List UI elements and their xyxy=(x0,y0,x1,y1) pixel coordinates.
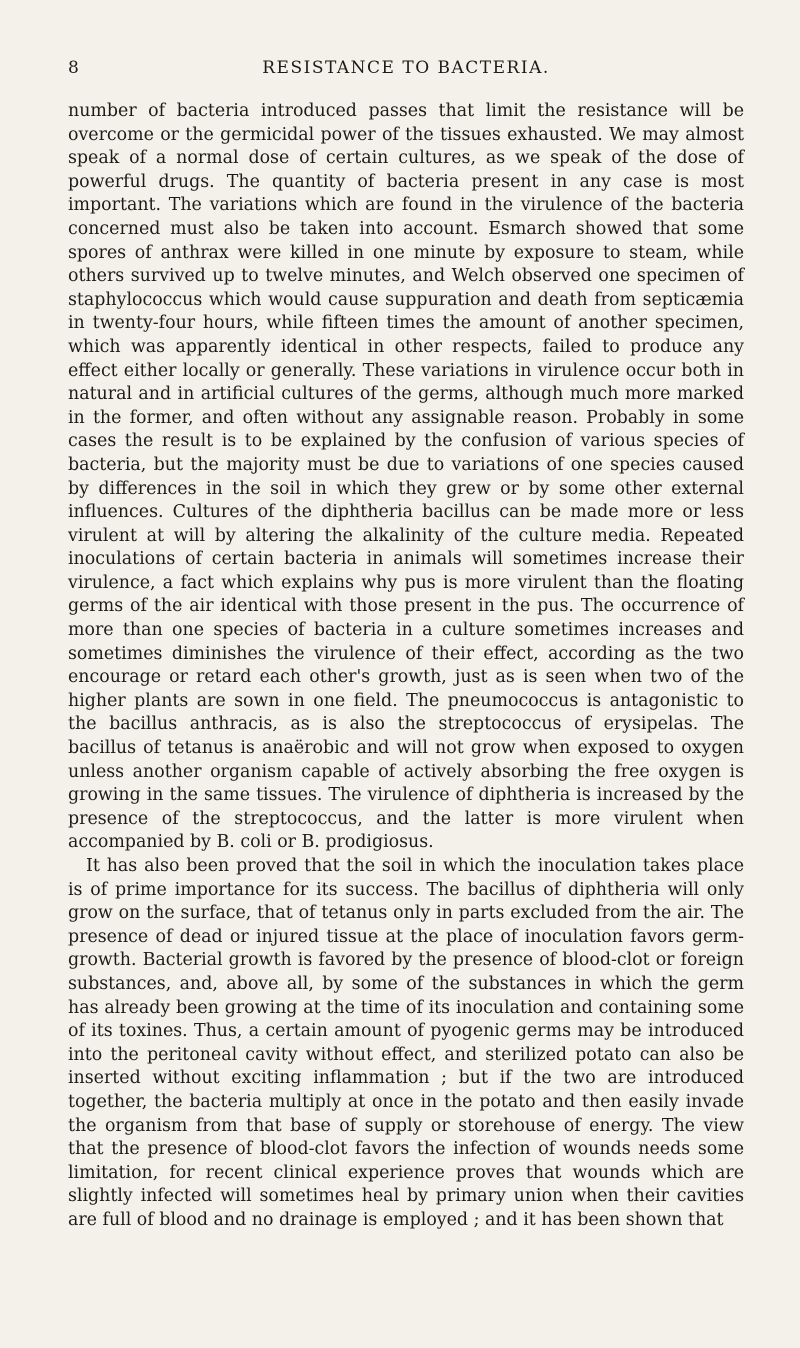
paragraph: It has also been proved that the soil in which the inoculation takes place is of prime importance for its success. The bacillus of diphtheria will only grow on the surface, that of tetanus only in parts excluded from the air. The presence of dead or injured tissue at the place of inoculation favors germ-growth. Bacterial growth is favored by the presence of blood-clot or foreign substances, and, above all, by some of the substances in which the germ has already been growing at the time of its inoculation and containing some of its toxines. Thus, a certain amount of pyogenic germs may be introduced into the peritoneal cavity without effect, and sterilized potato can also be inserted without exciting inflammation ; but if the two are introduced together, the bacteria multiply at once in the potato and then easily invade the organism from that base of supply or storehouse of energy. The view that the presence of blood-clot favors the infection of wounds needs some limitation, for recent clinical experience proves that wounds which are slightly infected will sometimes heal by primary union when their cavities are full of blood and no drainage is employed ; and it has been shown that xyxy=(68,856,744,1230)
running-header xyxy=(68,58,744,82)
running-title: RESISTANCE TO BACTERIA. xyxy=(262,58,550,78)
paragraph-continued: number of bacteria introduced passes that limit the resistance will be overcome or the germicidal power of the tissues exhausted. We may almost speak of a normal dose of certain cultures, as we speak of the dose of powerful drugs. The quantity of bacteria present in any case is most important. The variations which are found in the virulence of the bacteria concerned must also be taken into account. Esmarch showed that some spores of anthrax were killed in one minute by exposure to steam, while others survived up to twelve minutes, and Welch observed one specimen of staphylococcus which would cause suppuration and death from septicæmia in twenty-four hours, while fifteen times the amount of another specimen, which was apparently identical in other respects, failed to produce any effect either locally or generally. These variations in virulence occur both in natural and in artificial cultures of the germs, although much more marked in the former, and often without any assignable reason. Probably in some cases the result is to be explained by the confusion of various species of bacteria, but the majority must be due to variations of one species caused by differences in the soil in which they grew or by some other external influences. Cultures of the diphtheria bacillus can be made more or less virulent at will by altering the alkalinity of the culture media. Repeated inoculations of certain bacteria in animals will sometimes increase their virulence, a fact which explains why pus is more virulent than the floating germs of the air identical with those present in the pus. The occurrence of more than one species of bacteria in a culture sometimes increases and sometimes diminishes the virulence of their effect, according as the two encourage or retard each other's growth, just as is seen when two of the higher plants are sown in one field. The pneumococcus is antagonistic to the bacillus anthracis, as is also the streptococcus of erysipelas. The bacillus of tetanus is anaërobic and will not grow when exposed to oxygen unless another organism capable of actively absorbing the free oxygen is growing in the same tissues. The virulence of diphtheria is increased by the presence of the streptococcus, and the latter is more virulent when accompanied by B. coli or B. prodigiosus. xyxy=(68,101,744,853)
page-number: 8 xyxy=(68,58,81,78)
body-text xyxy=(68,100,744,1233)
